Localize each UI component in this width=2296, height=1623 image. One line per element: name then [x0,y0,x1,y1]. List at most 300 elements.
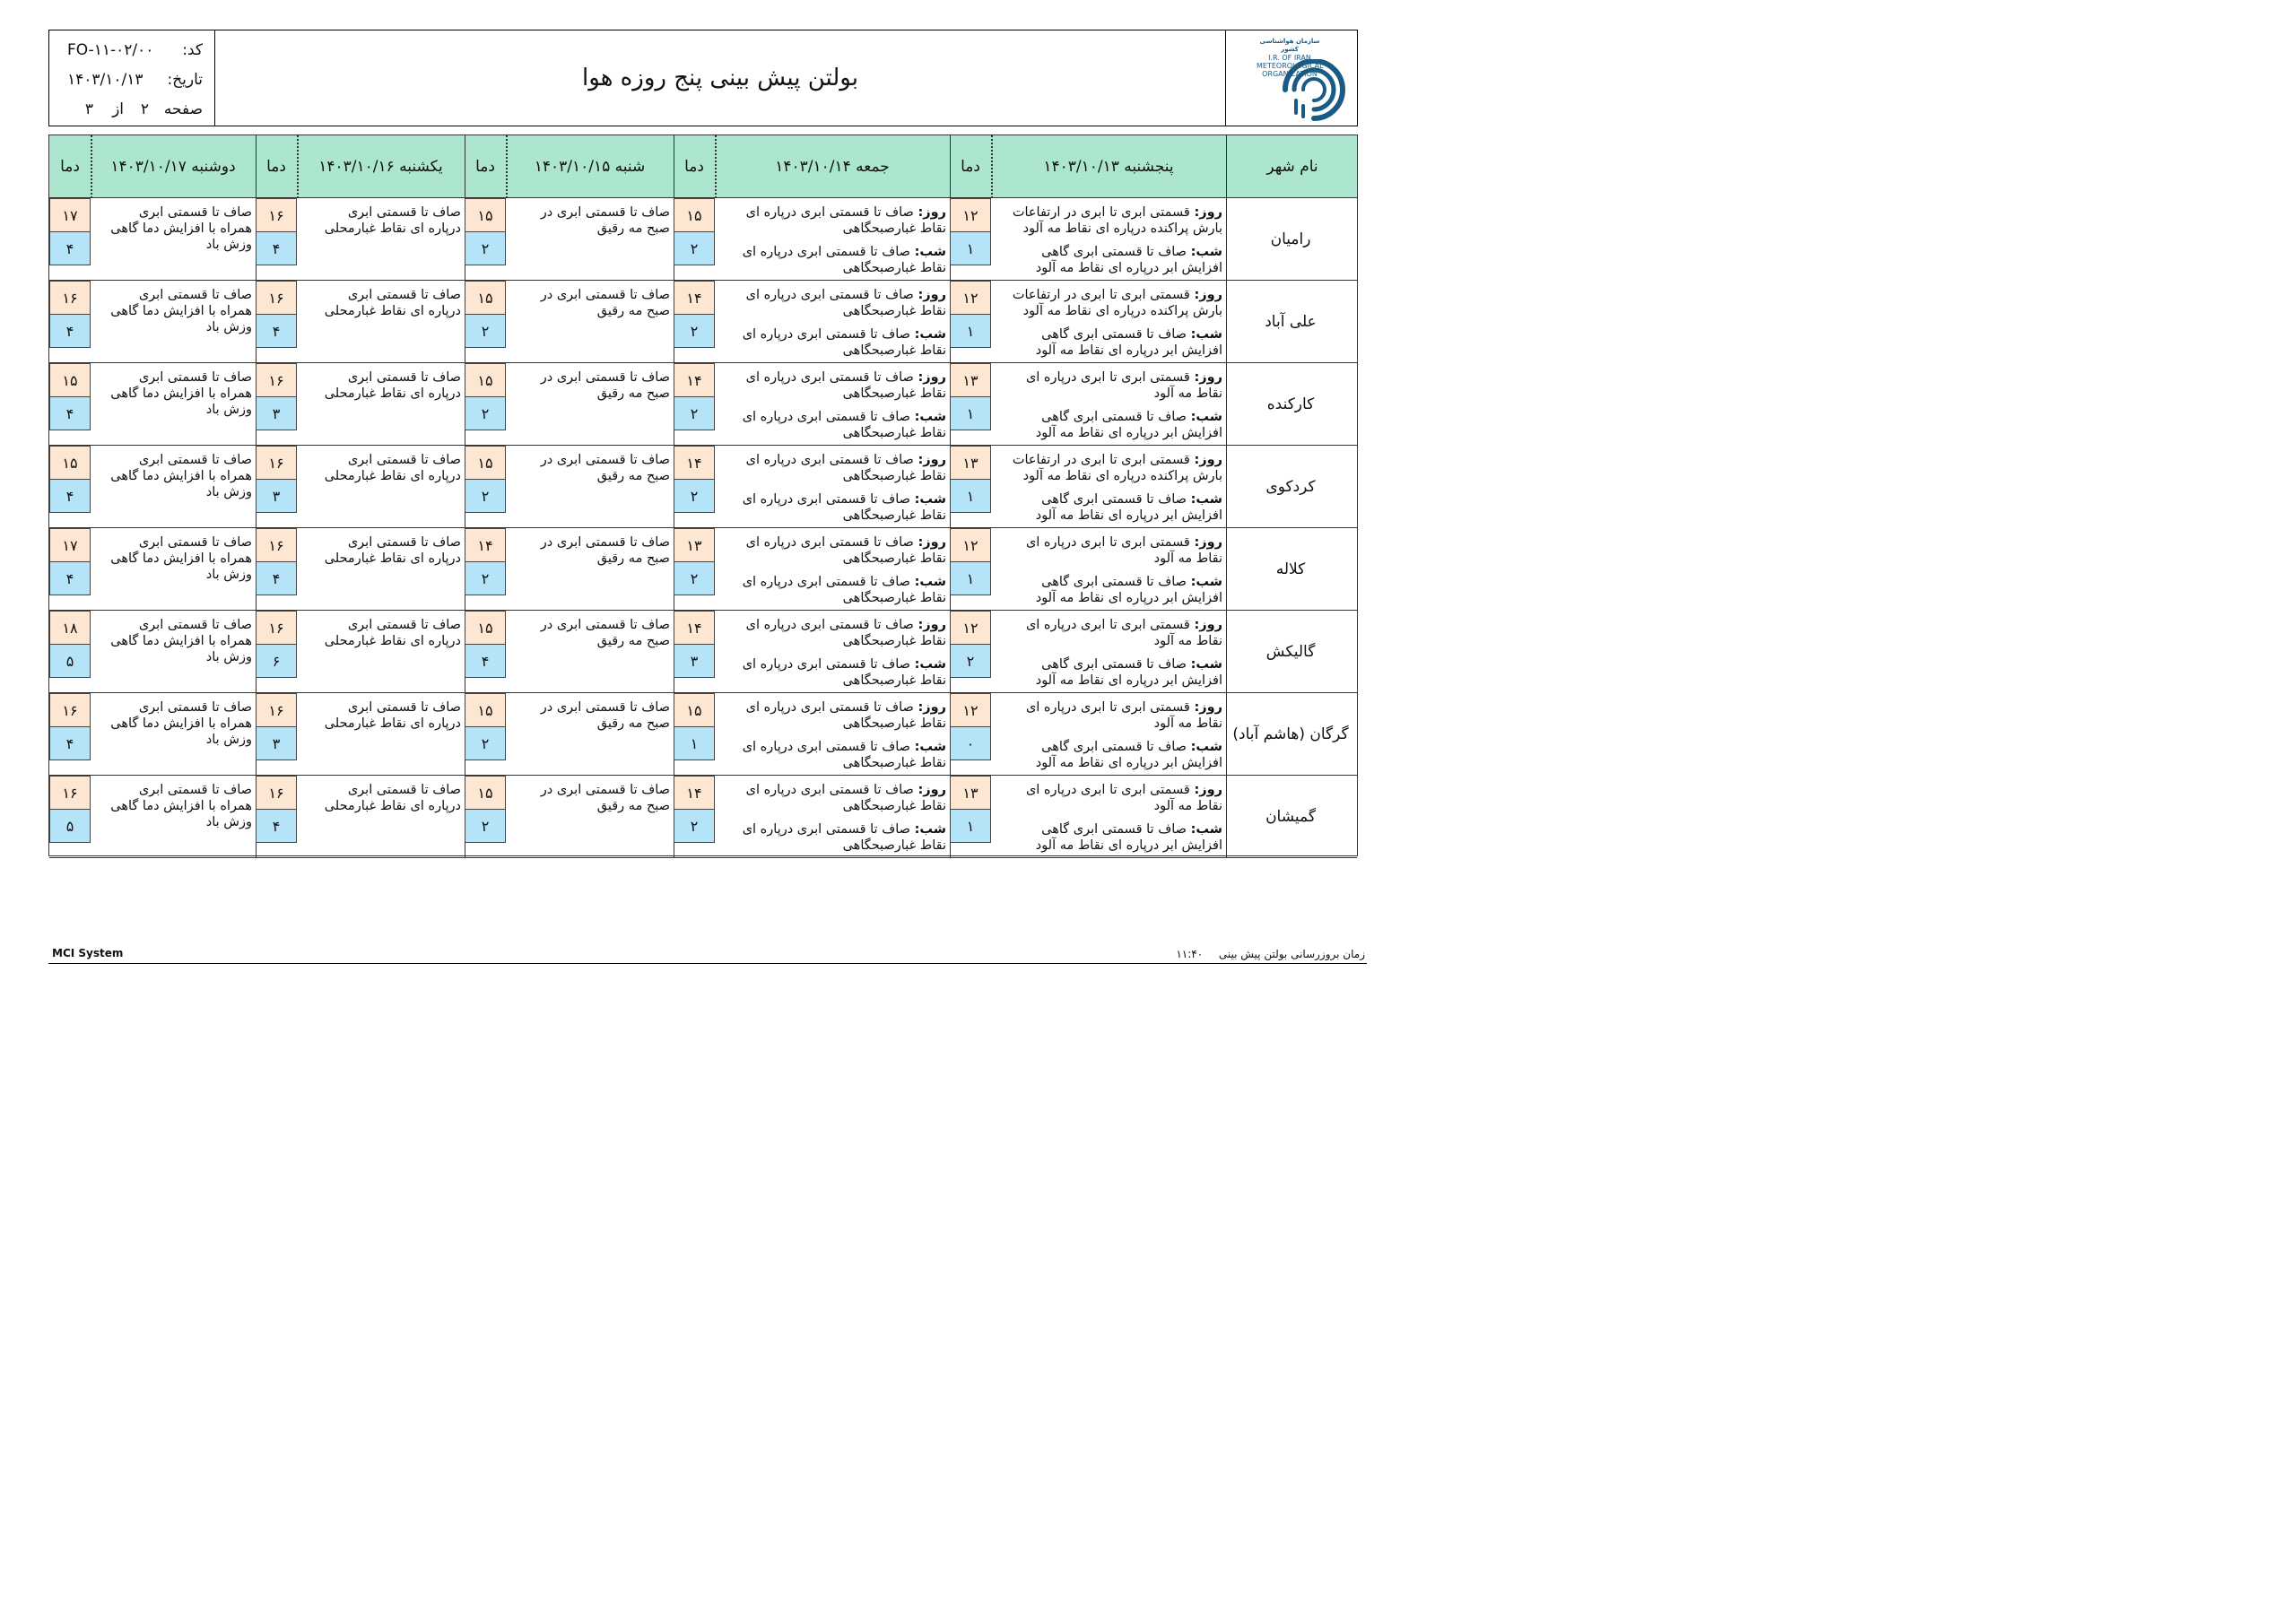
forecast-description [509,204,670,237]
forecast-line [93,452,252,468]
temp-header-1: دما [961,158,980,176]
night-label: شب: [914,327,946,342]
forecast-text: صاف تا قسمتی ابری درپاره ای [745,618,914,632]
forecast-line [718,534,946,551]
code-label: کد: [182,41,203,59]
min-temp: ۴ [256,561,297,595]
min-temp: ۱ [950,479,991,513]
max-temp: ۱۶ [49,776,91,810]
forecast-description [93,617,252,665]
max-temp: ۱۶ [256,281,297,315]
forecast-text: درپاره ای نقاط غبارمحلی [324,221,461,236]
day-label: روز: [918,453,946,467]
update-label: زمان بروزرسانی بولتن پیش بینی [1218,948,1365,960]
night-forecast [718,491,946,524]
forecast-text: وزش باد [205,815,252,829]
max-temp: ۱۲ [950,198,991,232]
day-forecast [994,699,1222,732]
forecast-text: صاف تا قسمتی ابری در [540,205,670,220]
forecast-line [994,452,1222,468]
forecast-line [994,244,1222,260]
min-temp: ۱ [950,231,991,265]
night-forecast [718,244,946,276]
forecast-line [994,574,1222,590]
forecast-line [718,452,946,468]
logo-emblem-icon [1278,59,1350,122]
forecast-text: همراه با افزایش دما گاهی [110,221,252,236]
forecast-line [93,534,252,551]
forecast-line [509,287,670,303]
forecast-text: صاف تا قسمتی ابری [138,618,252,632]
table-row [49,198,1357,281]
day-label: روز: [918,535,946,550]
forecast-text: صبح مه رقیق [596,386,670,401]
forecast-text: وزش باد [205,403,252,417]
forecast-text: صاف تا قسمتی ابری [138,370,252,385]
min-temp: ۱ [950,396,991,430]
forecast-text: نقاط مه آلود [1153,634,1222,648]
forecast-description [300,287,461,319]
forecast-description [93,699,252,748]
forecast-line [93,287,252,303]
city-name: گمیشان [1265,807,1316,826]
max-temp: ۱۴ [674,776,715,810]
night-label: شب: [1190,327,1222,342]
forecast-text: صاف تا قسمتی ابری درپاره ای [742,492,910,507]
forecast-text: درپاره ای نقاط غبارمحلی [324,634,461,648]
forecast-line [509,452,670,468]
update-time: ۱۱:۴۰ [1176,948,1204,960]
forecast-text: وزش باد [205,238,252,252]
forecast-line [994,303,1222,319]
forecast-text: افزایش ابر درپاره ای نقاط مه آلود [1035,426,1222,440]
forecast-text: وزش باد [205,485,252,499]
forecast-text: درپاره ای نقاط غبارمحلی [324,386,461,401]
max-temp: ۱۶ [256,198,297,232]
forecast-text: همراه با افزایش دما گاهی [110,386,252,401]
forecast-description [93,369,252,418]
day-forecast [718,204,946,237]
max-temp: ۱۵ [465,693,506,727]
max-temp: ۱۴ [674,281,715,315]
forecast-line [994,343,1222,359]
day-forecast [994,369,1222,402]
day-header-3: شنبه ۱۴۰۳/۱۰/۱۵ [534,158,646,176]
update-info [1176,948,1365,960]
day-label: روز: [1194,370,1222,385]
forecast-line [994,204,1222,221]
min-temp: ۴ [256,809,297,843]
forecast-text: صاف تا قسمتی ابری در [540,783,670,797]
forecast-text: صاف تا قسمتی ابری گاهی [1041,327,1187,342]
forecast-text: صاف تا قسمتی ابری [347,453,461,467]
min-temp: ۵ [49,809,91,843]
forecast-line [93,782,252,798]
forecast-line [93,369,252,386]
header-dotted-divider [297,135,299,198]
forecast-text: صاف تا قسمتی ابری در [540,618,670,632]
forecast-text: صاف تا قسمتی ابری [347,783,461,797]
forecast-text: نقاط غبارصبحگاهی [842,673,946,688]
page-total: ۳ [84,100,93,118]
night-forecast [994,739,1222,771]
city-name: کردکوی [1265,477,1316,496]
night-forecast [994,656,1222,689]
forecast-line [718,633,946,649]
max-temp: ۱۶ [256,611,297,645]
table-row [49,528,1357,611]
forecast-line [718,326,946,343]
forecast-text: صاف تا قسمتی ابری گاهی [1041,492,1187,507]
forecast-text: صاف تا قسمتی ابری درپاره ای [742,822,910,837]
forecast-text: صاف تا قسمتی ابری درپاره ای [742,410,910,424]
min-temp: ۴ [49,561,91,595]
forecast-line [718,425,946,441]
forecast-description [93,534,252,583]
forecast-description [300,534,461,567]
forecast-text: قسمتی ابری تا ابری درپاره ای [1025,618,1190,632]
forecast-text: همراه با افزایش دما گاهی [110,716,252,731]
forecast-line [718,508,946,524]
forecast-text: نقاط مه آلود [1153,551,1222,566]
page-label: صفحه [163,100,203,118]
forecast-text: صاف تا قسمتی ابری [347,370,461,385]
max-temp: ۱۵ [465,611,506,645]
forecast-line [93,319,252,335]
forecast-line [718,838,946,854]
forecast-description [300,369,461,402]
max-temp: ۱۳ [674,528,715,562]
forecast-line [994,633,1222,649]
min-temp: ۲ [465,396,506,430]
forecast-description [300,204,461,237]
city-name: گالیکش [1265,642,1316,661]
forecast-line [718,551,946,567]
temp-header-5: دما [60,158,80,176]
forecast-text: بارش پراکنده درپاره ای نقاط مه آلود [1022,304,1222,318]
temp-header-2: دما [684,158,704,176]
page-current: ۲ [140,100,149,118]
forecast-description [509,452,670,484]
forecast-line [509,699,670,716]
forecast-line [93,468,252,484]
max-temp: ۱۶ [256,363,297,397]
min-temp: ۲ [674,809,715,843]
night-label: شب: [1190,575,1222,589]
min-temp: ۴ [465,644,506,678]
min-temp: ۲ [465,479,506,513]
forecast-text: افزایش ابر درپاره ای نقاط مه آلود [1035,591,1222,605]
forecast-line [718,617,946,633]
min-temp: ۳ [256,396,297,430]
forecast-line [718,673,946,689]
day-forecast [994,452,1222,484]
forecast-text: صاف تا قسمتی ابری درپاره ای [745,370,914,385]
night-forecast [718,739,946,771]
forecast-text: نقاط مه آلود [1153,716,1222,731]
forecast-line [509,551,670,567]
forecast-text: صاف تا قسمتی ابری درپاره ای [742,740,910,754]
max-temp: ۱۵ [465,281,506,315]
bulletin-page [0,0,1406,994]
forecast-line [718,369,946,386]
day-label: روز: [1194,205,1222,220]
forecast-line [300,452,461,468]
forecast-text: همراه با افزایش دما گاهی [110,304,252,318]
forecast-text: صاف تا قسمتی ابری [138,535,252,550]
max-temp: ۱۵ [49,363,91,397]
forecast-line [300,303,461,319]
min-temp: ۴ [49,479,91,513]
forecast-line [994,287,1222,303]
forecast-line [994,716,1222,732]
min-temp: ۲ [674,396,715,430]
forecast-line [718,287,946,303]
min-temp: ۱ [950,809,991,843]
city-name: رامیان [1270,230,1311,248]
forecast-text: افزایش ابر درپاره ای نقاط مه آلود [1035,838,1222,853]
min-temp: ۲ [950,644,991,678]
forecast-line [994,221,1222,237]
forecast-line [300,551,461,567]
night-label: شب: [914,410,946,424]
forecast-text: قسمتی ابری تا ابری در ارتفاعات [1012,453,1190,467]
forecast-text: وزش باد [205,568,252,582]
forecast-line [994,699,1222,716]
forecast-text: درپاره ای نقاط غبارمحلی [324,716,461,731]
max-temp: ۱۴ [674,446,715,480]
forecast-line [994,425,1222,441]
document-meta [49,30,215,126]
day-forecast [718,369,946,402]
forecast-text: نقاط غبارصبحگاهی [842,508,946,523]
day-label: روز: [918,205,946,220]
forecast-table [48,135,1358,856]
forecast-line [994,782,1222,798]
day-label: روز: [1194,535,1222,550]
night-forecast [994,821,1222,854]
code-value: FO-۱۱-۰۲/۰۰ [67,41,154,59]
organization-logo [1225,30,1357,126]
min-temp: ۳ [674,644,715,678]
forecast-text: نقاط غبارصبحگاهی [842,634,946,648]
day-forecast [994,534,1222,567]
night-forecast [718,656,946,689]
forecast-text: صبح مه رقیق [596,221,670,236]
night-forecast [994,491,1222,524]
day-forecast [718,699,946,732]
min-temp: ۱ [674,726,715,760]
min-temp: ۲ [674,231,715,265]
max-temp: ۱۸ [49,611,91,645]
footer-rule [48,963,1367,964]
forecast-text: صبح مه رقیق [596,304,670,318]
min-temp: ۲ [674,479,715,513]
max-temp: ۱۷ [49,198,91,232]
day-forecast [994,287,1222,319]
day-label: روز: [918,783,946,797]
forecast-line [718,798,946,814]
forecast-text: وزش باد [205,320,252,334]
forecast-text: نقاط غبارصبحگاهی [842,838,946,853]
night-label: شب: [914,245,946,259]
forecast-text: بارش پراکنده درپاره ای نقاط مه آلود [1022,221,1222,236]
min-temp: ۵ [49,644,91,678]
forecast-text: وزش باد [205,733,252,747]
forecast-line [718,303,946,319]
forecast-text: صاف تا قسمتی ابری [138,783,252,797]
forecast-text: افزایش ابر درپاره ای نقاط مه آلود [1035,756,1222,770]
forecast-text: صاف تا قسمتی ابری درپاره ای [745,288,914,302]
forecast-text: درپاره ای نقاط غبارمحلی [324,469,461,483]
forecast-line [509,534,670,551]
bulletin-header [48,30,1358,126]
forecast-line [718,699,946,716]
night-label: شب: [1190,410,1222,424]
night-forecast [718,326,946,359]
forecast-line [994,590,1222,606]
forecast-line [994,656,1222,673]
min-temp: ۴ [49,231,91,265]
forecast-text: افزایش ابر درپاره ای نقاط مه آلود [1035,508,1222,523]
night-forecast [994,244,1222,276]
page-of: از [112,100,124,118]
forecast-text: صاف تا قسمتی ابری [138,453,252,467]
forecast-text: افزایش ابر درپاره ای نقاط مه آلود [1035,343,1222,358]
forecast-line [718,656,946,673]
forecast-text: صبح مه رقیق [596,469,670,483]
forecast-line [300,633,461,649]
night-forecast [718,409,946,441]
max-temp: ۱۶ [256,776,297,810]
max-temp: ۱۴ [674,611,715,645]
min-temp: ۲ [465,561,506,595]
forecast-text: صاف تا قسمتی ابری در [540,370,670,385]
table-row [49,363,1357,446]
forecast-description [300,617,461,649]
forecast-text: نقاط غبارصبحگاهی [842,261,946,275]
table-row [49,446,1357,528]
forecast-line [93,303,252,319]
forecast-text: صبح مه رقیق [596,634,670,648]
header-dotted-divider [506,135,508,198]
forecast-text: صاف تا قسمتی ابری درپاره ای [742,657,910,672]
forecast-text: قسمتی ابری تا ابری درپاره ای [1025,783,1190,797]
day-label: روز: [1194,288,1222,302]
forecast-text: نقاط غبارصبحگاهی [842,426,946,440]
forecast-text: صبح مه رقیق [596,799,670,813]
max-temp: ۱۶ [256,528,297,562]
forecast-line [718,590,946,606]
forecast-line [718,716,946,732]
forecast-text: صاف تا قسمتی ابری گاهی [1041,575,1187,589]
forecast-line [718,386,946,402]
forecast-text: نقاط مه آلود [1153,799,1222,813]
forecast-line [994,326,1222,343]
forecast-line [93,649,252,665]
forecast-line [718,204,946,221]
min-temp: ۲ [465,231,506,265]
forecast-line [509,617,670,633]
forecast-text: صاف تا قسمتی ابری گاهی [1041,657,1187,672]
max-temp: ۱۶ [49,281,91,315]
day-forecast [718,534,946,567]
temp-header-4: دما [266,158,286,176]
day-label: روز: [1194,783,1222,797]
forecast-line [994,260,1222,276]
night-label: شب: [1190,740,1222,754]
max-temp: ۱۶ [256,446,297,480]
forecast-line [994,617,1222,633]
forecast-line [300,699,461,716]
forecast-line [718,260,946,276]
day-label: روز: [918,618,946,632]
forecast-text: نقاط غبارصبحگاهی [842,756,946,770]
forecast-text: صاف تا قسمتی ابری [347,700,461,715]
forecast-line [93,567,252,583]
forecast-text: نقاط مه آلود [1153,386,1222,401]
max-temp: ۱۵ [49,446,91,480]
min-temp: ۶ [256,644,297,678]
forecast-line [994,755,1222,771]
forecast-line [718,739,946,755]
forecast-line [300,221,461,237]
night-forecast [994,326,1222,359]
forecast-text: صاف تا قسمتی ابری درپاره ای [742,327,910,342]
forecast-line [300,204,461,221]
max-temp: ۱۵ [465,198,506,232]
forecast-line [300,716,461,732]
max-temp: ۱۵ [465,776,506,810]
forecast-line [93,633,252,649]
min-temp: ۲ [674,314,715,348]
min-temp: ۰ [950,726,991,760]
forecast-description [509,617,670,649]
night-label: شب: [1190,492,1222,507]
table-header [49,135,1357,198]
forecast-line [994,386,1222,402]
forecast-text: وزش باد [205,650,252,664]
forecast-line [994,491,1222,508]
forecast-text: بارش پراکنده درپاره ای نقاط مه آلود [1022,469,1222,483]
forecast-description [509,287,670,319]
forecast-text: صاف تا قسمتی ابری گاهی [1041,822,1187,837]
day-forecast [994,204,1222,237]
forecast-description [300,699,461,732]
forecast-description [300,782,461,814]
forecast-text: همراه با افزایش دما گاهی [110,799,252,813]
night-label: شب: [1190,245,1222,259]
forecast-line [994,673,1222,689]
forecast-text: صبح مه رقیق [596,716,670,731]
min-temp: ۲ [674,561,715,595]
header-dotted-divider [991,135,993,198]
forecast-text: افزایش ابر درپاره ای نقاط مه آلود [1035,261,1222,275]
forecast-line [93,617,252,633]
page-title: بولتن پیش بینی پنج روزه هوا [582,65,858,91]
day-forecast [718,782,946,814]
forecast-line [509,303,670,319]
night-label: شب: [914,822,946,837]
forecast-line [994,838,1222,854]
day-label: روز: [1194,700,1222,715]
forecast-text: نقاط غبارصبحگاهی [842,343,946,358]
day-header-2: جمعه ۱۴۰۳/۱۰/۱۴ [775,158,890,176]
forecast-text: همراه با افزایش دما گاهی [110,551,252,566]
forecast-line [300,534,461,551]
forecast-line [93,204,252,221]
min-temp: ۱ [950,561,991,595]
